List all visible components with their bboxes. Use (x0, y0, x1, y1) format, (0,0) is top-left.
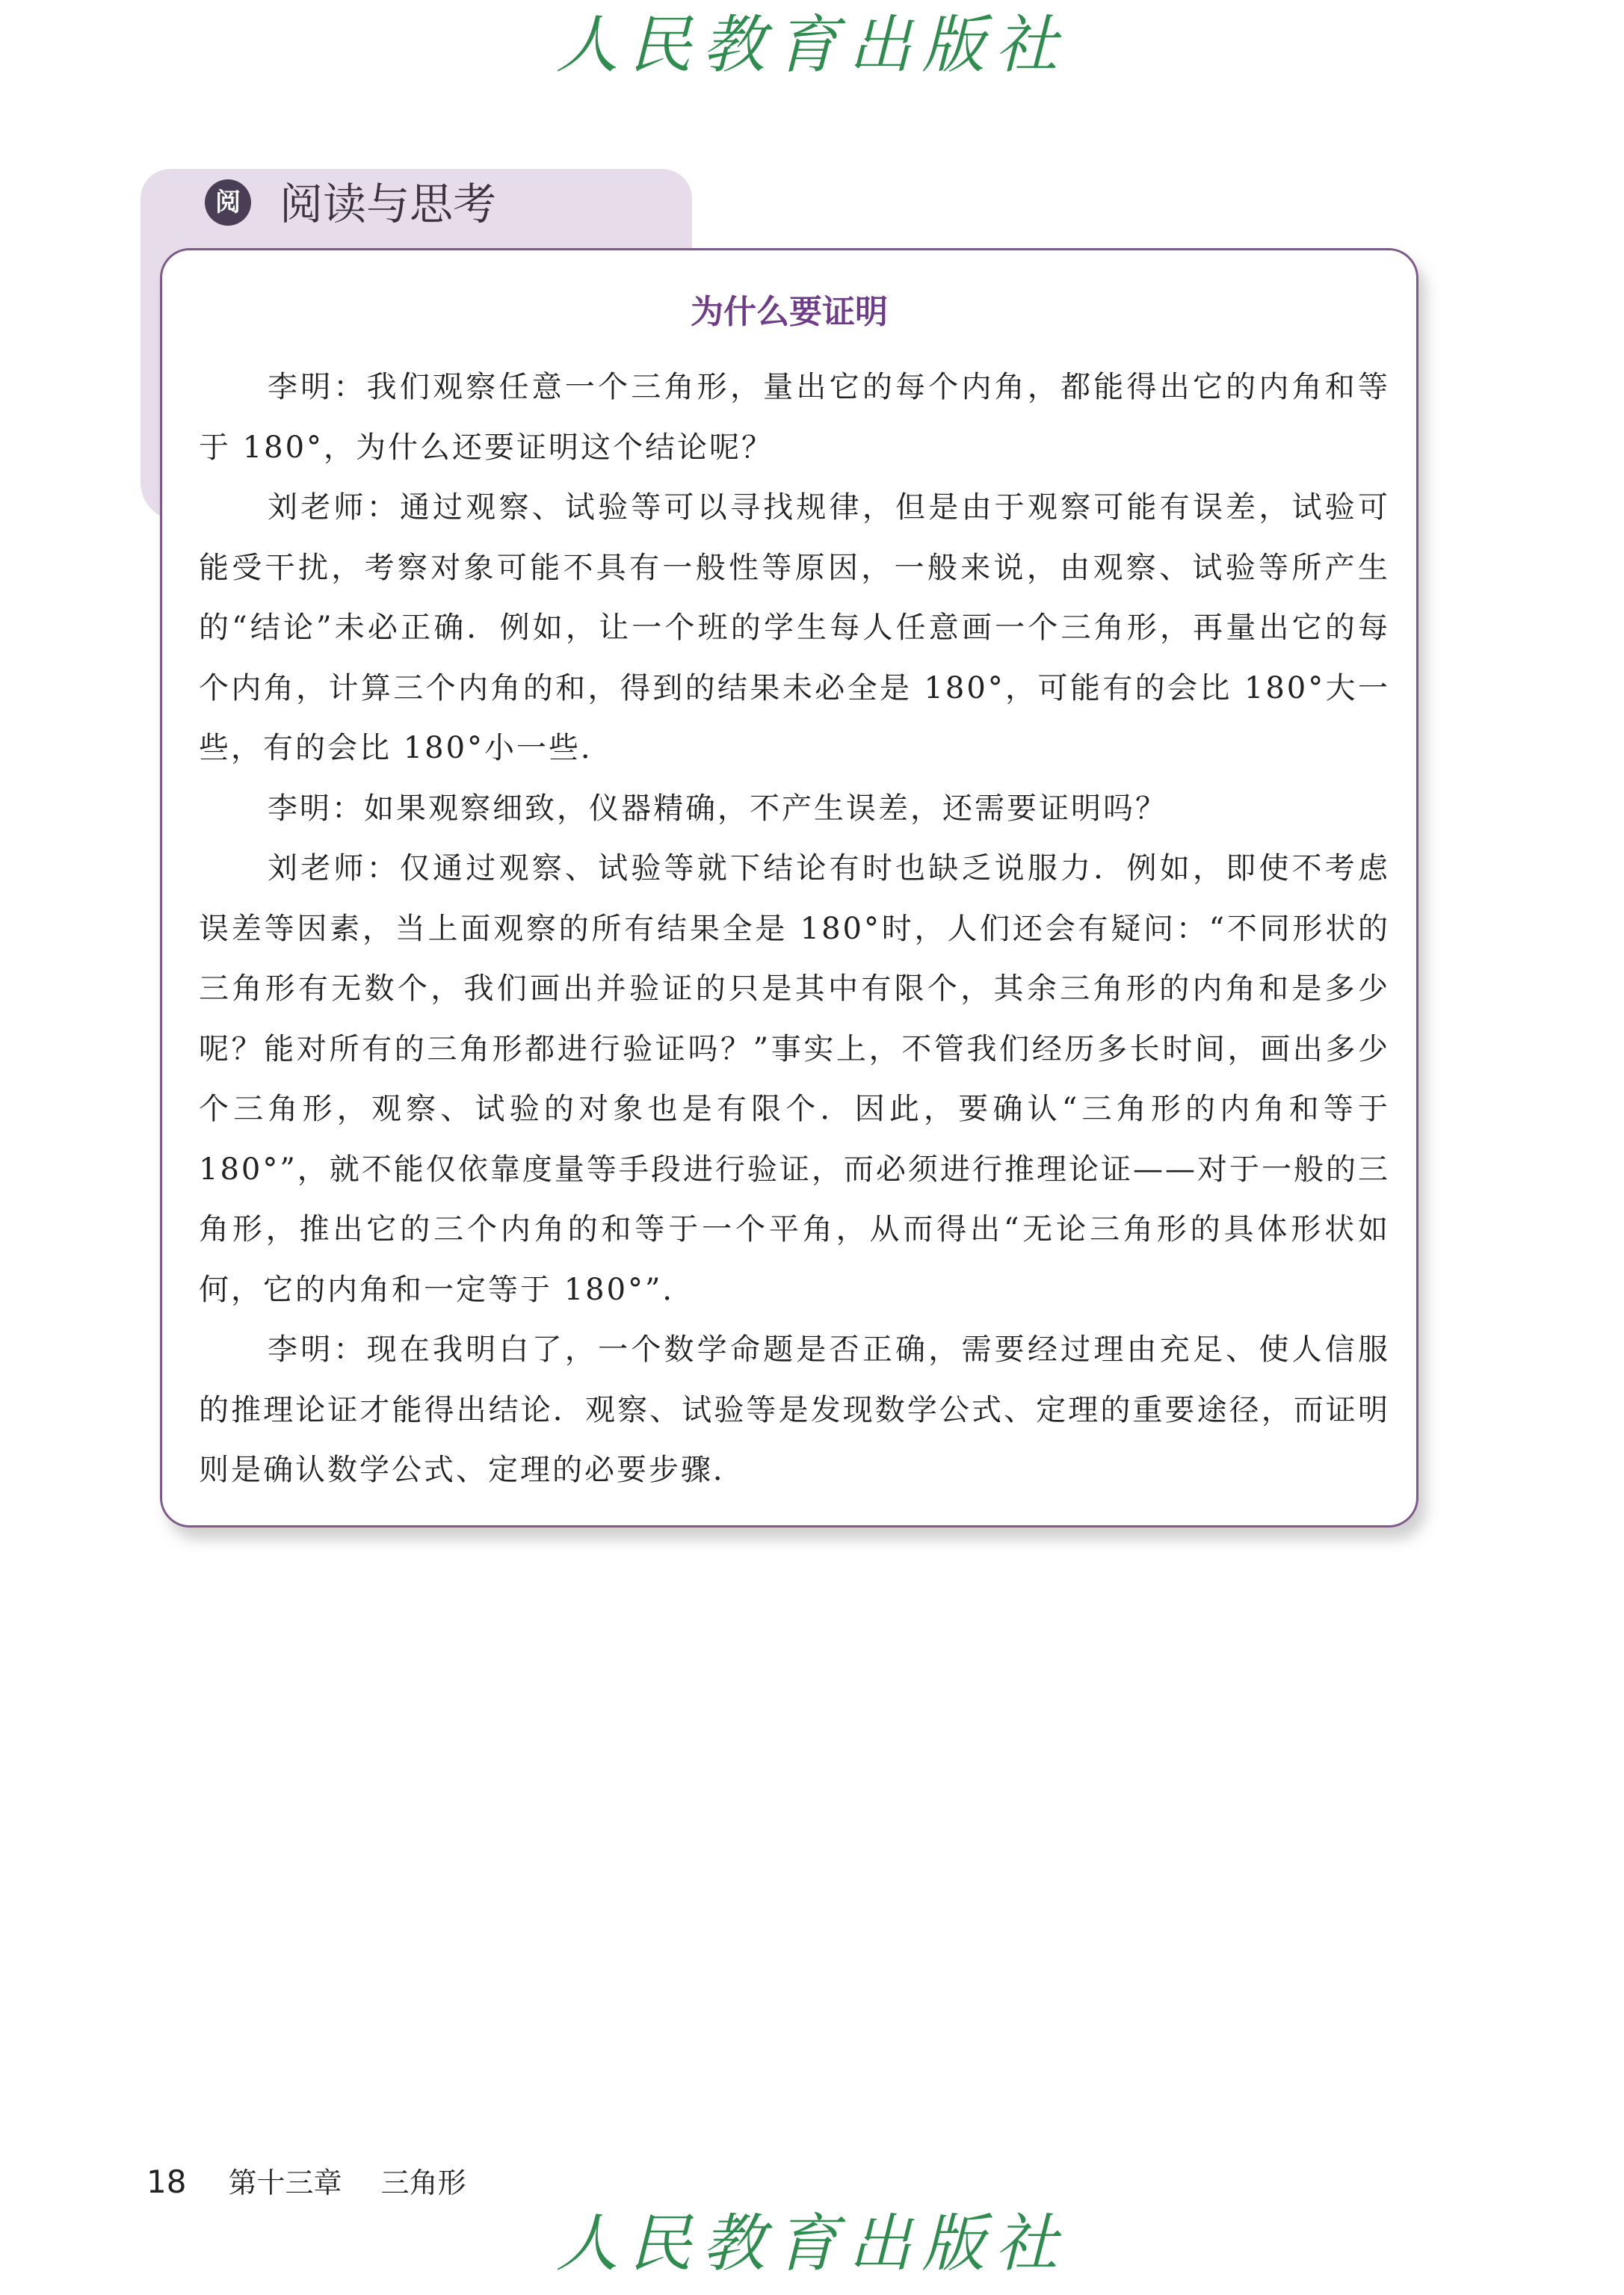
page-footer (146, 2163, 466, 2202)
paragraph: 李明：如果观察细致，仪器精确，不产生误差，还需要证明吗？ (268, 791, 1167, 826)
publisher-logo-top: 人民教育出版社 (555, 8, 1069, 81)
chapter-label: 第十三章 (228, 2166, 342, 2199)
reading-icon: 阅 (205, 179, 251, 226)
article-title: 为什么要证明 (691, 293, 888, 331)
chapter-title: 三角形 (380, 2166, 466, 2199)
page-number: 18 (146, 2163, 187, 2200)
paragraph: 李明：现在我明白了，一个数学命题是否正确，需要经过理由充足、使人信服的推理论证才能得出结论．观察、试验等是发现数学公式、定理的重要途径，而证明则是确认数学公式、定理的必要步骤． (199, 1332, 1390, 1487)
publisher-logo-bottom: 人民教育出版社 (555, 2207, 1069, 2280)
paragraph: 李明：我们观察任意一个三角形，量出它的每个内角，都能得出它的内角和等于 180°，为什么还要证明这个结论呢？ (199, 370, 1390, 465)
paragraph: 刘老师：通过观察、试验等可以寻找规律，但是由于观察可能有误差，试验可能受干扰，考察对象可能不具有一般性等原因，一般来说，由观察、试验等所产生的“结论”未必正确．例如，让一个班的学生每人任意画一个三角形，再量出它的每个内角，计算三个内角的和，得到的结果未必全是 180°，可能有的会比 180°大一些，有的会比 180°小一些． (199, 490, 1390, 765)
section-title: 阅读与思考 (280, 179, 497, 229)
article-body (199, 357, 1390, 1501)
paragraph: 刘老师：仅通过观察、试验等就下结论有时也缺乏说服力．例如，即使不考虑误差等因素，当上面观察的所有结果全是 180°时，人们还会有疑问：“不同形状的三角形有无数个，我们画出并验证的只是其中有限个，其余三角形的内角和是多少呢？能对所有的三角形都进行验证吗？”事实上，不管我们经历多长时间，画出多少个三角形，观察、试验的对象也是有限个．因此，要确认“三角形的内角和等于 180°”，就不能仅依靠度量等手段进行验证，而必须进行推理论证——对于一般的三角形，推出它的三个内角的和等于一个平角，从而得出“无论三角形的具体形状如何，它的内角和一定等于 180°”． (199, 851, 1390, 1307)
